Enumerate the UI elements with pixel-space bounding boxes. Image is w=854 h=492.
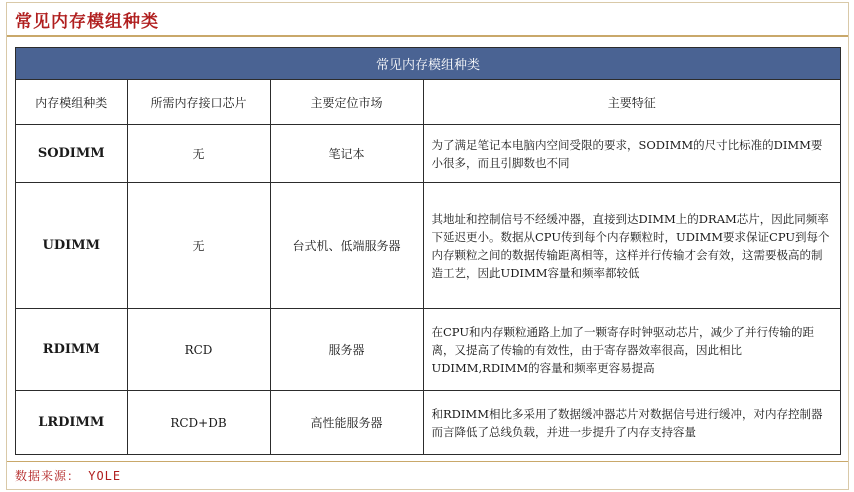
cell-features: 在CPU和内存颗粒通路上加了一颗寄存时钟驱动芯片，减少了并行传输的距离，又提高了传输的有效性，由于寄存器效率很高，因此相比UDIMM,RDIMM的容量和频率更容易提高 — [423, 309, 840, 391]
cell-interface-chip: RCD+DB — [127, 391, 270, 455]
figure-frame — [6, 2, 849, 490]
page-title: 常见内存模组种类 — [15, 12, 159, 32]
header-features: 主要特征 — [423, 80, 840, 125]
cell-features: 其地址和控制信号不经缓冲器，直接到达DIMM上的DRAM芯片，因此同频率下延迟更小。数据从CPU传到每个内存颗粒时，UDIMM要求保证CPU到每个内存颗粒之间的数据传输距离相等，这样并行传输才会有效，这需要极高的制造工艺，因此UDIMM容量和频率都较低 — [423, 183, 840, 309]
cell-interface-chip: 无 — [127, 125, 270, 183]
cell-interface-chip: 无 — [127, 183, 270, 309]
memory-module-table — [15, 47, 841, 455]
table-grid — [16, 80, 840, 455]
cell-market: 笔记本 — [270, 125, 423, 183]
table-row — [16, 391, 840, 455]
header-interface-chip: 所需内存接口芯片 — [127, 80, 270, 125]
cell-module-type: SODIMM — [16, 125, 127, 183]
header-market: 主要定位市场 — [270, 80, 423, 125]
cell-market: 高性能服务器 — [270, 391, 423, 455]
cell-features: 和RDIMM相比多采用了数据缓冲器芯片对数据信号进行缓冲，对内存控制器而言降低了总线负载，并进一步提升了内存支持容量 — [423, 391, 840, 455]
title-divider — [7, 35, 848, 37]
footer-divider — [7, 461, 848, 462]
table-row — [16, 125, 840, 183]
table-header-row — [16, 80, 840, 125]
cell-module-type: RDIMM — [16, 309, 127, 391]
table-row — [16, 309, 840, 391]
table-banner: 常见内存模组种类 — [16, 48, 840, 80]
cell-module-type: UDIMM — [16, 183, 127, 309]
cell-interface-chip: RCD — [127, 309, 270, 391]
cell-market: 台式机、低端服务器 — [270, 183, 423, 309]
cell-features: 为了满足笔记本电脑内空间受限的要求，SODIMM的尺寸比标准的DIMM要小很多，而且引脚数也不同 — [423, 125, 840, 183]
table-row — [16, 183, 840, 309]
header-module-type: 内存模组种类 — [16, 80, 127, 125]
cell-module-type: LRDIMM — [16, 391, 127, 455]
data-source: 数据来源： YOLE — [15, 469, 122, 483]
cell-market: 服务器 — [270, 309, 423, 391]
